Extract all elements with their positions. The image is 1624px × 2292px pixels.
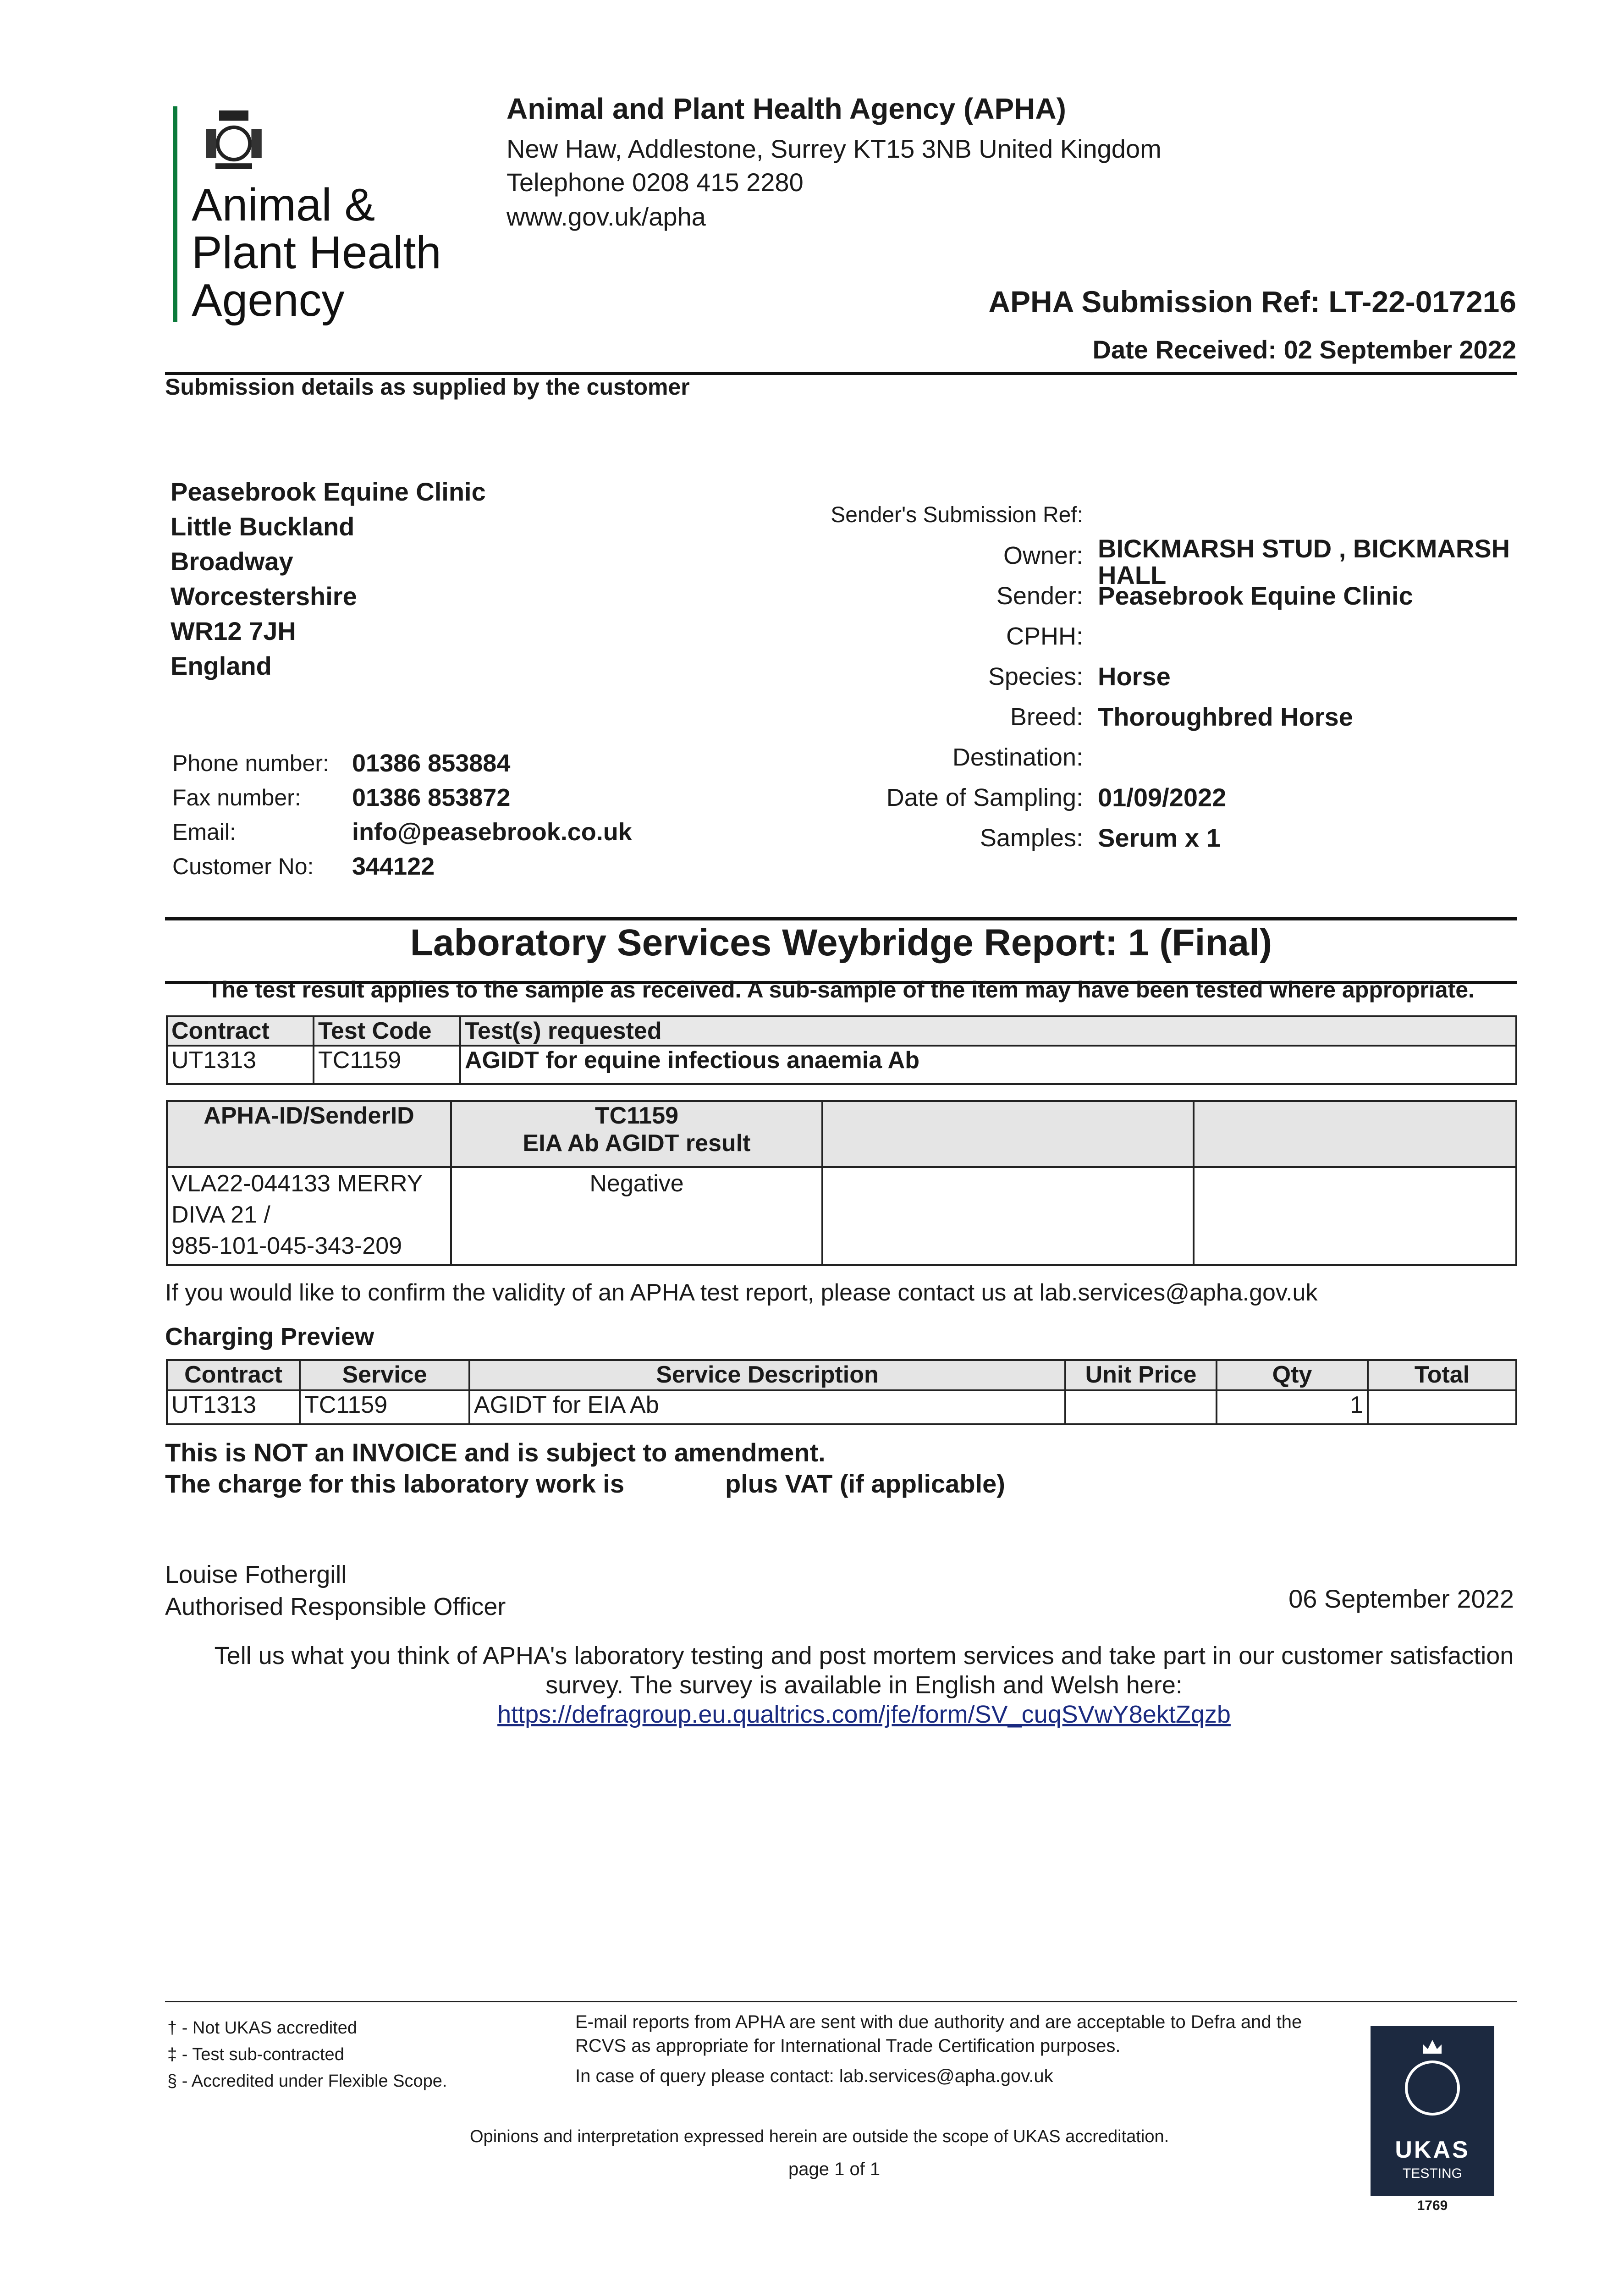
confirm-validity-text: If you would like to confirm the validity of an APHA test report, please contact us at lab.services@apha.gov.uk [165,1279,1318,1306]
column-header: APHA-ID/SenderID [167,1101,451,1167]
ukas-logo: UKAS TESTING [1371,2026,1494,2196]
signatory [165,1559,506,1623]
charging-preview-title: Charging Preview [165,1323,374,1350]
samples-value: Serum x 1 [1098,823,1221,852]
table-row [167,1046,1516,1084]
address-line: England [171,651,272,680]
address-line: Broadway [171,547,293,576]
date-received: Date Received: 02 September 2022 [1092,335,1516,364]
report-title: Laboratory Services Weybridge Report: 1 (Final) [410,922,1272,964]
result-column-header: TC1159 EIA Ab AGIDT result [451,1101,822,1167]
column-header: Test Code [314,1016,460,1046]
column-header: Qty [1217,1360,1368,1390]
detail-values [1098,495,1529,858]
qty-cell: 1 [1217,1390,1368,1424]
species-value: Horse [1098,662,1171,691]
royal-crest-icon [195,103,273,176]
column-header: Contract [167,1016,314,1046]
empty-column-header [822,1101,1194,1167]
page-number: page 1 of 1 [788,2159,881,2179]
logo-accent-bar [173,106,177,322]
column-header: Contract [167,1360,300,1390]
test-code-cell: TC1159 [314,1046,460,1084]
fax-value: 01386 853872 [352,784,511,811]
signatory-role: Authorised Responsible Officer [165,1593,506,1620]
submission-ref: APHA Submission Ref: LT-22-017216 [988,285,1516,319]
signatory-name: Louise Fothergill [165,1561,347,1588]
contact-labels: Phone number: Fax number: Email: Customer No: [172,750,329,879]
ukas-emblem-icon [1405,2061,1460,2116]
address-line: Worcestershire [171,582,357,611]
contract-cell: UT1313 [167,1046,314,1084]
invoice-notice: This is NOT an INVOICE and is subject to amendment. The charge for this laboratory work is plus VAT (if applicable) [165,1438,1005,1498]
table-row [167,1167,1516,1265]
accreditation-legend: † - Not UKAS accredited ‡ - Test sub-contracted § - Accredited under Flexible Scope. [167,2018,447,2091]
submission-caption: Submission details as supplied by the customer [165,374,690,400]
agency-website[interactable]: www.gov.uk/apha [506,202,706,231]
total-cell [1368,1390,1516,1424]
phone-value: 01386 853884 [352,749,511,777]
agency-title: Animal and Plant Health Agency (APHA) [506,92,1066,125]
results-table [166,1100,1517,1266]
sample-id-cell: VLA22-044133 MERRY DIVA 21 / 985-101-045-343-209 [167,1167,451,1265]
column-header: Unit Price [1065,1360,1217,1390]
table-row [167,1390,1516,1424]
charging-table [166,1359,1517,1425]
agency-address: New Haw, Addlestone, Surrey KT15 3NB United Kingdom [506,134,1162,163]
applies-note: The test result applies to the sample as received. A sub-sample of the item may have been tested where appropriate. [208,977,1475,1003]
column-header: Service [300,1360,469,1390]
customer-number-value: 344122 [352,853,435,880]
email-note: E-mail reports from APHA are sent with due authority and are acceptable to Defra and the RCVS as appropriate for International Trade Certification purposes. In case of query please contact: lab.services@apha.gov.uk [575,2010,1309,2088]
column-header: Total [1368,1360,1516,1390]
column-header: Test(s) requested [460,1016,1516,1046]
crown-icon [1421,2038,1444,2056]
report-divider [165,917,1517,920]
unit-price-cell [1065,1390,1217,1424]
breed-value: Thoroughbred Horse [1098,702,1353,731]
test-requested-cell: AGIDT for equine infectious anaemia Ab [460,1046,1516,1084]
empty-column-header [1194,1101,1516,1167]
survey-link[interactable]: https://defragroup.eu.qualtrics.com/jfe/form/SV_cuqSVwY8ektZqzb [497,1701,1231,1728]
contract-cell: UT1313 [167,1390,300,1424]
customer-address [171,474,486,683]
tests-table [166,1015,1517,1085]
service-description-cell: AGIDT for EIA Ab [469,1390,1065,1424]
result-cell: Negative [451,1167,822,1265]
address-line: Little Buckland [171,512,355,541]
agency-telephone: Telephone 0208 415 2280 [506,168,804,197]
email-value[interactable]: info@peasebrook.co.uk [352,818,632,846]
address-line: Peasebrook Equine Clinic [171,477,486,506]
service-cell: TC1159 [300,1390,469,1424]
ukas-number: 1769 [1417,2198,1448,2213]
owner-value: BICKMARSH STUD , BICKMARSH HALL [1098,534,1510,590]
empty-cell [1194,1167,1516,1265]
query-contact: In case of query please contact: lab.services@apha.gov.uk [575,2066,1053,2086]
survey-note: Tell us what you think of APHA's laboratory testing and post mortem services and take part in our customer satisfaction survey. The survey is available in English and Welsh here: https://defragroup.eu.qualtrics.com/jfe/form/SV_cuqSVwY8ektZqzb [165,1641,1563,1729]
footer-divider [165,2001,1517,2002]
opinions-note: Opinions and interpretation expressed herein are outside the scope of UKAS accreditation. [470,2127,1169,2146]
sampling-date-value: 01/09/2022 [1098,783,1227,812]
agency-logo-text: Animal & Plant Health Agency [192,179,441,326]
contact-values [352,746,632,884]
address-line: WR12 7JH [171,617,296,645]
sender-value: Peasebrook Equine Clinic [1098,581,1413,610]
column-header: Service Description [469,1360,1065,1390]
detail-labels: Sender's Submission Ref: Owner: Sender: CPHH: Species: Breed: Destination: Date of Sampling: Samples: [831,503,1083,852]
empty-cell [822,1167,1194,1265]
report-date: 06 September 2022 [1288,1584,1514,1613]
